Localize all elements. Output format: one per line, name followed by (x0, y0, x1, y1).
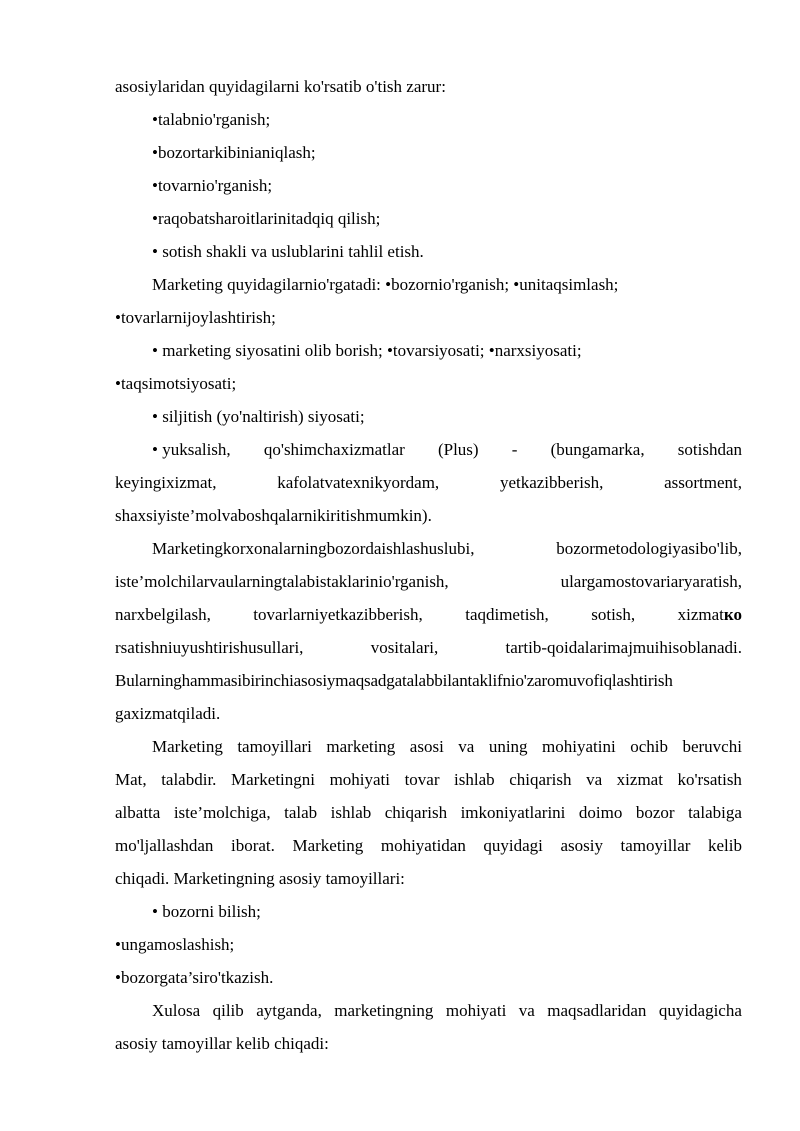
text-segment: yetkazibberish, (499, 473, 604, 492)
text-segment: •ungamoslashish; (115, 935, 235, 954)
list-item-siljitish (152, 407, 365, 427)
text-line (115, 704, 220, 724)
text-segment: • sotish shakli va uslublarini tahlil etish. (152, 242, 424, 261)
text-segment: • siljitish (yo'naltirish) siyosati; (152, 407, 365, 426)
text-line (115, 605, 742, 625)
text-segment: qo'shimchaxizmatlar (263, 440, 405, 459)
text-segment: imkoniyatlarini (460, 803, 566, 822)
text-segment: xizmatко (677, 605, 742, 624)
paragraph-start (152, 1001, 742, 1021)
text-segment: mohiyati (445, 1001, 507, 1020)
text-segment: va (518, 1001, 535, 1020)
text-segment: asosiy tamoyillar kelib chiqadi: (115, 1034, 329, 1053)
text-segment: xizmat (616, 770, 663, 789)
text-segment: (Plus) (437, 440, 479, 459)
list-item-bozorni-bilish (152, 902, 261, 922)
text-segment: va (586, 770, 603, 789)
text-segment: •tovarlarnijoylashtirish; (115, 308, 276, 327)
text-segment: ulargamostovariaryaratish, (560, 572, 742, 591)
text-segment: albatta (115, 803, 161, 822)
text-segment: marketingning (334, 1001, 434, 1020)
text-segment: talabdir. (161, 770, 217, 789)
text-line (115, 308, 276, 328)
text-segment: mohiyati (329, 770, 391, 789)
text-line (115, 638, 742, 658)
text-line (152, 275, 618, 295)
text-segment: aytganda, (256, 1001, 322, 1020)
text-segment: Marketingkorxonalarningbozordaishlashuslubi, (152, 539, 475, 558)
text-segment: ko'rsatish (677, 770, 742, 789)
text-segment: tovar (404, 770, 440, 789)
text-segment: •bozortarkibinianiqlash; (152, 143, 316, 162)
paragraph-start (152, 737, 742, 757)
text-line (152, 440, 742, 460)
text-segment: qilib (212, 1001, 244, 1020)
text-line (115, 473, 742, 493)
text-segment: chiqarish (509, 770, 572, 789)
text-segment: sotishdan (677, 440, 742, 459)
text-segment: tartib-qoidalarimajmuihisoblanadi. (505, 638, 742, 657)
text-segment: Mat, (115, 770, 147, 789)
text-line (115, 572, 742, 592)
text-segment: Marketingni (230, 770, 316, 789)
text-line (115, 836, 742, 856)
text-segment: assortment, (664, 473, 742, 492)
text-line (115, 671, 673, 691)
text-segment: marketing (326, 737, 396, 756)
text-segment: taqdimetish, (465, 605, 549, 624)
text-segment: •bozorgata’siro'tkazish. (115, 968, 274, 987)
text-segment: kafolatvatexnikyordam, (277, 473, 440, 492)
text-segment: bozor (635, 803, 675, 822)
text-segment: - (511, 440, 518, 459)
list-item-tasir (115, 968, 273, 988)
text-segment: Marketing (292, 836, 364, 855)
text-segment: quyidagi (483, 836, 543, 855)
text-segment: gaxizmatqiladi. (115, 704, 221, 723)
text-segment: asosiylaridan quyidagilarni ko'rsatib o'tish zarur: (115, 77, 446, 96)
text-segment: Marketing quyidagilarnio'rgatadi: •bozornio'rganish; •unitaqsimlash; (152, 275, 619, 294)
text-segment: iborat. (231, 836, 275, 855)
text-segment: ishlab (330, 803, 372, 822)
text-segment: iste’molchiga, (173, 803, 271, 822)
text-segment: keyingixizmat, (115, 473, 217, 492)
text-segment: tamoyillari (237, 737, 312, 756)
list-item-moslashish (115, 935, 234, 955)
text-segment: ishlab (454, 770, 495, 789)
text-segment: uning (488, 737, 528, 756)
text-segment: •taqsimotsiyosati; (115, 374, 237, 393)
text-segment: •tovarnio'rganish; (152, 176, 273, 195)
text-segment: Bularninghammasibirinchiasosiymaqsadgatalabbilantaklifnio'zaromuvofiqlashtirish (115, 671, 673, 690)
text-segment: bozormetodologiyasibo'lib, (556, 539, 742, 558)
text-segment: •raqobatsharoitlarinitadqiq qilish; (152, 209, 381, 228)
text-segment: doimo (578, 803, 623, 822)
text-segment: Marketing (152, 737, 223, 756)
paragraph-start (152, 539, 742, 559)
text-segment: tamoyillar (620, 836, 691, 855)
list-item-bozor-tarkibi (152, 143, 316, 163)
text-segment: (bungamarka, (550, 440, 645, 459)
text-segment: narxbelgilash, (115, 605, 211, 624)
text-line (115, 77, 446, 97)
text-segment: sotish, (591, 605, 636, 624)
text-segment: shaxsiyiste’molvaboshqalarnikiritishmumkin). (115, 506, 432, 525)
text-segment: • yuksalish, (152, 440, 231, 459)
list-item-sotish (152, 242, 424, 262)
text-line (115, 869, 405, 889)
text-segment: beruvchi (682, 737, 742, 756)
text-segment: asosi (409, 737, 444, 756)
text-segment: asosiy (560, 836, 603, 855)
text-segment: mohiyatidan (380, 836, 466, 855)
text-line (115, 803, 742, 823)
text-segment: Xulosa (152, 1001, 201, 1020)
text-segment: • marketing siyosatini olib borish; •tovarsiyosati; •narxsiyosati; (152, 341, 582, 360)
text-segment: chiqadi. Marketingning asosiy tamoyillari: (115, 869, 405, 888)
text-segment: va (458, 737, 475, 756)
text-line (115, 506, 432, 526)
text-segment: tovarlarniyetkazibberish, (253, 605, 423, 624)
text-segment: vositalari, (370, 638, 439, 657)
text-line (115, 1034, 329, 1054)
text-segment: mohiyatini (542, 737, 616, 756)
text-segment: •talabnio'rganish; (152, 110, 271, 129)
text-segment: maqsadlaridan (547, 1001, 647, 1020)
text-segment: ochib (630, 737, 668, 756)
list-item-talab (152, 110, 270, 130)
text-segment: • bozorni bilish; (152, 902, 261, 921)
list-item-raqobat (152, 209, 380, 229)
text-line (152, 341, 582, 361)
text-segment: chiqarish (384, 803, 448, 822)
text-line (115, 770, 742, 790)
text-segment: mo'ljallashdan (115, 836, 214, 855)
text-segment: talab (284, 803, 318, 822)
text-segment: quyidagicha (658, 1001, 742, 1020)
text-segment: rsatishniuyushtirishusullari, (115, 638, 304, 657)
text-segment: iste’molchilarvaularningtalabistaklarinio'rganish, (115, 572, 449, 591)
text-line (115, 374, 236, 394)
text-segment: kelib (707, 836, 742, 855)
list-item-tovar (152, 176, 272, 196)
text-segment: talabiga (688, 803, 742, 822)
